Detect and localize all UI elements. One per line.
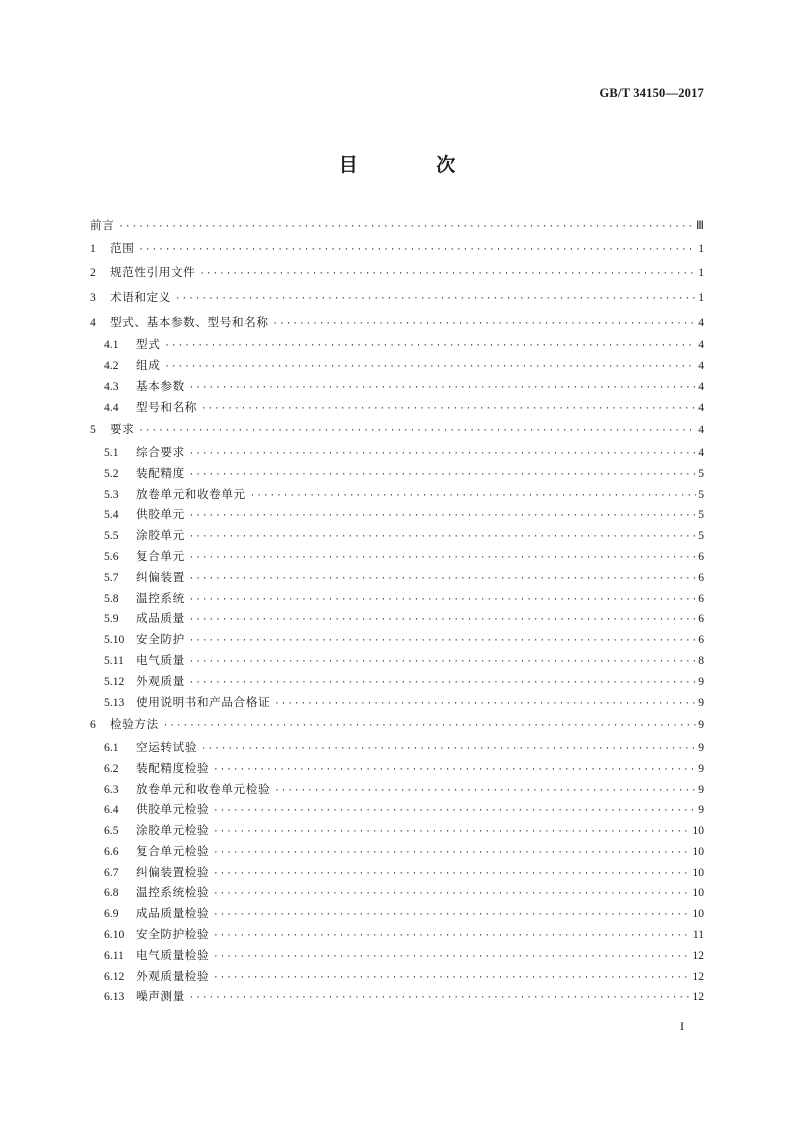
- toc-entry[interactable]: [90, 629, 704, 650]
- toc-entry-page: 9: [698, 803, 704, 817]
- toc-leader-dots: [189, 378, 696, 399]
- toc-entry[interactable]: [90, 758, 704, 779]
- toc-entry-page: 10: [692, 844, 704, 858]
- toc-entry[interactable]: [90, 463, 704, 484]
- toc-entry-number: 5: [90, 423, 96, 437]
- toc-entry[interactable]: [90, 966, 704, 987]
- toc-entry-label: 综合要求: [136, 444, 185, 459]
- toc-leader-dots: [163, 714, 696, 739]
- toc-leader-dots: [164, 357, 696, 378]
- toc-entry-number: 6.8: [104, 886, 119, 900]
- toc-entry-number: 3: [90, 290, 96, 304]
- toc-entry-number: 6.9: [104, 907, 119, 921]
- toc-entry-number: 2: [90, 266, 96, 280]
- toc-entry-number: 5.9: [104, 612, 119, 626]
- toc-entry-page: 9: [698, 740, 704, 754]
- toc-entry-label: 复合单元检验: [136, 843, 210, 858]
- toc-leader-dots: [213, 968, 690, 989]
- toc-entry-page: 10: [692, 886, 704, 900]
- toc-entry-page: 10: [692, 907, 704, 921]
- toc-leader-dots: [175, 287, 696, 312]
- toc-entry[interactable]: [90, 504, 704, 525]
- toc-entry[interactable]: [90, 525, 704, 546]
- toc-leader-dots: [213, 760, 696, 781]
- toc-leader-dots: [138, 419, 696, 444]
- toc-entry[interactable]: [90, 737, 704, 758]
- toc-entry[interactable]: [90, 334, 704, 355]
- toc-leader-dots: [138, 238, 696, 263]
- toc-entry-number: 6.3: [104, 782, 119, 796]
- toc-entry-label: 噪声测量: [136, 989, 185, 1004]
- toc-entry[interactable]: [90, 397, 704, 418]
- toc-entry-number: 6.4: [104, 803, 119, 817]
- toc-entry[interactable]: [90, 215, 704, 236]
- toc-entry-number: 6.13: [104, 990, 125, 1004]
- toc-entry-number: 5.1: [104, 445, 119, 459]
- toc-entry-label: 范围: [110, 240, 135, 255]
- toc-entry-label: 型式、基本参数、型号和名称: [110, 314, 269, 329]
- toc-entry-page: 9: [698, 761, 704, 775]
- toc-entry[interactable]: [90, 712, 704, 737]
- toc-leader-dots: [189, 988, 691, 1009]
- toc-leader-dots: [189, 569, 696, 590]
- toc-leader-dots: [274, 694, 696, 715]
- toc-entry-label: 空运转试验: [136, 739, 197, 754]
- toc-leader-dots: [273, 312, 697, 337]
- toc-entry-page: 4: [698, 400, 704, 414]
- toc-entry-label: 温控系统检验: [136, 885, 210, 900]
- toc-entry-page: 4: [698, 315, 704, 329]
- toc-entry[interactable]: [90, 779, 704, 800]
- toc-entry-label: 电气质量检验: [136, 947, 210, 962]
- toc-entry-number: 5.3: [104, 487, 119, 501]
- toc-entry-number: 4.3: [104, 379, 119, 393]
- toc-entry[interactable]: [90, 442, 704, 463]
- toc-leader-dots: [189, 673, 696, 694]
- toc-entry-label: 要求: [110, 422, 135, 437]
- toc-entry[interactable]: [90, 484, 704, 505]
- toc-entry-page: 9: [698, 718, 704, 732]
- toc-entry-label: 涂胶单元: [136, 528, 185, 543]
- toc-entry-page: 6: [698, 633, 704, 647]
- toc-entry-label: 检验方法: [110, 717, 159, 732]
- toc-entry-number: 4.1: [104, 338, 119, 352]
- toc-entry-label: 纠偏装置: [136, 569, 185, 584]
- toc-entry[interactable]: [90, 882, 704, 903]
- toc-leader-dots: [189, 527, 696, 548]
- toc-entry-page: 1: [698, 266, 704, 280]
- toc-leader-dots: [213, 822, 690, 843]
- toc-entry[interactable]: [90, 236, 704, 261]
- toc-entry-page: 4: [698, 379, 704, 393]
- toc-entry[interactable]: [90, 355, 704, 376]
- toc-leader-dots: [213, 905, 690, 926]
- toc-leader-dots: [250, 486, 696, 507]
- toc-leader-dots: [189, 465, 696, 486]
- toc-leader-dots: [189, 548, 696, 569]
- toc-entry-label: 安全防护检验: [136, 927, 210, 942]
- toc-entry-label: 规范性引用文件: [110, 265, 196, 280]
- table-of-contents: [90, 215, 704, 1007]
- toc-leader-dots: [189, 444, 696, 465]
- toc-entry-page: 5: [698, 529, 704, 543]
- toc-entry-number: 5.5: [104, 529, 119, 543]
- toc-entry-page: 6: [698, 591, 704, 605]
- toc-entry-label: 电气质量: [136, 652, 185, 667]
- toc-entry-number: 5.12: [104, 674, 125, 688]
- toc-entry-number: 4.2: [104, 358, 119, 372]
- toc-leader-dots: [199, 262, 696, 287]
- toc-entry-page: 10: [692, 824, 704, 838]
- toc-entry-label: 安全防护: [136, 632, 185, 647]
- toc-entry-number: 5.8: [104, 591, 119, 605]
- page-title: 目 次: [338, 154, 492, 176]
- toc-leader-dots: [189, 590, 696, 611]
- toc-entry-label: 装配精度检验: [136, 760, 210, 775]
- toc-entry-page: 8: [698, 653, 704, 667]
- toc-entry-number: 6.12: [104, 969, 125, 983]
- toc-leader-dots: [213, 864, 690, 885]
- toc-entry-number: 5.10: [104, 633, 125, 647]
- toc-entry[interactable]: [90, 692, 704, 713]
- toc-entry-number: 5.13: [104, 695, 125, 709]
- toc-entry-label: 术语和定义: [110, 289, 171, 304]
- toc-entry-page: 9: [698, 695, 704, 709]
- toc-entry-number: 6.5: [104, 824, 119, 838]
- toc-entry-label: 成品质量检验: [136, 906, 210, 921]
- toc-entry[interactable]: [90, 260, 704, 285]
- toc-entry-page: 6: [698, 570, 704, 584]
- toc-entry-number: 6.7: [104, 865, 119, 879]
- toc-entry[interactable]: [90, 376, 704, 397]
- toc-entry-page: 1: [698, 241, 704, 255]
- toc-entry-label: 外观质量检验: [136, 968, 210, 983]
- toc-leader-dots: [213, 926, 691, 947]
- toc-entry-page: 5: [698, 508, 704, 522]
- toc-entry-label: 供胶单元: [136, 507, 185, 522]
- toc-leader-dots: [189, 506, 696, 527]
- toc-entry[interactable]: [90, 650, 704, 671]
- toc-entry-number: 6.10: [104, 928, 125, 942]
- toc-leader-dots: [274, 781, 696, 802]
- toc-entry-page: 9: [698, 674, 704, 688]
- toc-entry-label: 成品质量: [136, 611, 185, 626]
- toc-entry-number: 6.11: [104, 948, 124, 962]
- toc-entry-label: 涂胶单元检验: [136, 823, 210, 838]
- toc-entry-number: 5.11: [104, 653, 124, 667]
- toc-entry-number: 5.4: [104, 508, 119, 522]
- toc-leader-dots: [213, 801, 696, 822]
- toc-entry-page: 4: [698, 445, 704, 459]
- toc-entry-page: 12: [692, 990, 704, 1004]
- toc-entry-label: 型号和名称: [136, 399, 197, 414]
- toc-entry[interactable]: [90, 546, 704, 567]
- toc-entry-number: 5.2: [104, 466, 119, 480]
- toc-entry-label: 型式: [136, 337, 161, 352]
- toc-entry-label: 使用说明书和产品合格证: [136, 694, 271, 709]
- toc-entry-number: 5.7: [104, 570, 119, 584]
- toc-entry-page: Ⅲ: [696, 219, 704, 232]
- toc-entry-label: 纠偏装置检验: [136, 864, 210, 879]
- toc-entry-label: 复合单元: [136, 548, 185, 563]
- toc-entry-label: 基本参数: [136, 378, 185, 393]
- toc-entry-page: 4: [698, 338, 704, 352]
- toc-leader-dots: [164, 336, 696, 357]
- toc-entry-number: 5.6: [104, 549, 119, 563]
- toc-entry-page: 12: [692, 948, 704, 962]
- toc-entry[interactable]: [90, 986, 704, 1007]
- toc-entry-number: 4: [90, 315, 96, 329]
- toc-entry-label: 放卷单元和收卷单元检验: [136, 781, 271, 796]
- toc-entry-page: 5: [698, 466, 704, 480]
- toc-entry-page: 5: [698, 487, 704, 501]
- toc-entry-label: 放卷单元和收卷单元: [136, 486, 246, 501]
- toc-entry-page: 12: [692, 969, 704, 983]
- toc-entry-label: 装配精度: [136, 465, 185, 480]
- toc-entry-number: 6.6: [104, 844, 119, 858]
- toc-entry[interactable]: [90, 841, 704, 862]
- toc-entry-label: 供胶单元检验: [136, 802, 210, 817]
- toc-entry-label: 前言: [90, 218, 115, 232]
- toc-entry[interactable]: [90, 417, 704, 442]
- toc-entry[interactable]: [90, 285, 704, 310]
- toc-entry[interactable]: [90, 671, 704, 692]
- toc-entry-label: 外观质量: [136, 673, 185, 688]
- toc-entry-page: 4: [698, 423, 704, 437]
- toc-leader-dots: [189, 610, 696, 631]
- toc-entry-label: 温控系统: [136, 590, 185, 605]
- toc-entry-label: 组成: [136, 357, 161, 372]
- toc-leader-dots: [213, 843, 690, 864]
- toc-leader-dots: [213, 884, 690, 905]
- toc-entry-page: 9: [698, 782, 704, 796]
- toc-entry-number: 6.1: [104, 740, 119, 754]
- toc-entry-number: 4.4: [104, 400, 119, 414]
- toc-entry[interactable]: [90, 567, 704, 588]
- toc-leader-dots: [189, 631, 696, 652]
- toc-entry-page: 4: [698, 358, 704, 372]
- toc-entry[interactable]: [90, 945, 704, 966]
- toc-entry-page: 11: [692, 928, 704, 942]
- toc-entry-number: 1: [90, 241, 96, 255]
- toc-entry-page: 1: [698, 290, 704, 304]
- toc-entry[interactable]: [90, 799, 704, 820]
- page-number: I: [680, 1019, 684, 1033]
- toc-entry[interactable]: [90, 903, 704, 924]
- toc-entry[interactable]: [90, 862, 704, 883]
- toc-entry[interactable]: [90, 310, 704, 335]
- toc-leader-dots: [201, 739, 696, 760]
- toc-leader-dots: [213, 947, 690, 968]
- toc-entry-number: 6: [90, 718, 96, 732]
- toc-entry-page: 6: [698, 612, 704, 626]
- standard-code: GB/T 34150—2017: [599, 86, 704, 100]
- toc-entry-number: 6.2: [104, 761, 119, 775]
- toc-entry-page: 10: [692, 865, 704, 879]
- toc-entry-page: 6: [698, 549, 704, 563]
- toc-leader-dots: [201, 399, 696, 420]
- toc-entry[interactable]: [90, 820, 704, 841]
- toc-entry[interactable]: [90, 924, 704, 945]
- toc-entry[interactable]: [90, 608, 704, 629]
- toc-entry[interactable]: [90, 588, 704, 609]
- toc-leader-dots: [118, 217, 694, 238]
- toc-leader-dots: [189, 652, 696, 673]
